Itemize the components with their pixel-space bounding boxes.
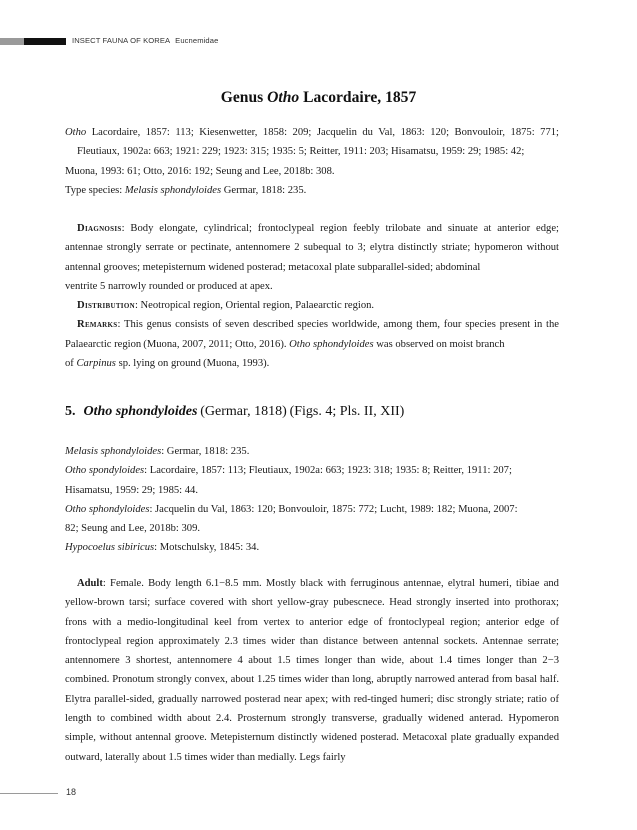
genus-name: Otho [267, 89, 300, 106]
adult-label: Adult [77, 578, 103, 589]
species-synonymy [65, 442, 559, 558]
genus-title: Genus Otho Lacordaire, 1857 [220, 89, 417, 106]
header-bar-gray [0, 38, 24, 45]
genus-citation-list: Otho Lacordaire, 1857: 113; Kiesenwetter, 1858: 209; Jacquelin du Val, 1863: 120; Bonvouloir, 1875: 771; Fleutiaux, 1902a: 663; 1921: 229; 1923: 315; 1935: 5; Reitter, 1911: 203; Hisamatsu, 1959: 29; 1985: 42; Muona, 1993: 61; Otto, 2016: 192; Seung and Lee, 2018b: 308. [65, 127, 559, 177]
synonym-entry: Otho spondyloides: Lacordaire, 1857: 113; Fleutiaux, 1902a: 663; 1923: 318; 1935: 8; Reitter, 1911: 207; Hisamatsu, 1959: 29; 1985: 44. [65, 465, 512, 496]
footer-rule [0, 793, 58, 794]
synonym-entry: Melasis sphondyloides: Germar, 1818: 235. [65, 446, 250, 457]
running-header-title: INSECT FAUNA OF KOREA [72, 36, 171, 45]
type-species-name: Melasis sphondyloides [124, 184, 222, 196]
synonym-entry: Otho sphondyloides: Jacquelin du Val, 1863: 120; Bonvouloir, 1875: 772; Lucht, 1989: 182; Muona, 2007: 82; Seung and Lee, 2018b: 309. [65, 503, 518, 535]
remarks-paragraph: Remarks: This genus consists of seven described species worldwide, among them, four species present in the Palaearctic region (Muona, 2007, 2011; Otto, 2016). Otho sphondyloides was observed on moist branch of Carpinus sp. lying on ground (Muona, 1993). [65, 319, 559, 370]
running-header-family: Eucnemidae [175, 36, 219, 45]
distribution-paragraph: Distribution: Neotropical region, Oriental region, Palaearctic region. [77, 300, 375, 312]
diagnosis-label: Diagnosis [77, 223, 122, 234]
species-name: Otho sphondyloides [83, 404, 198, 419]
adult-description [65, 574, 559, 767]
adult-paragraph: Adult: Female. Body length 6.1−8.5 mm. Mostly black with ferruginous antennae, elytral humeri, tibiae and yellow-brown tarsi; surface covered with short yellow-gray pubescnece. Head strongly inserted into prothorax; frons with a medio-longitudinal keel from vertex to anterior edge of frontoclypeal region; anterior edge of frontoclypeal region approximately 2.3 times wider than distance between antennal sockets. Antennae serrate; antennomere 3 shortest, antennomere 4 about 1.5 times longer than wide, about 1.4 times longer than 2−3 combined. Pronotum strongly convex, about 1.25 times wider than long, abruptly narrowed anterad from basal half. Elytra parallel-sided, gradually narrowed posterad near apex; with red-tinged humeri; disc strongly striate; ratio of length to combined width about 2.4. Prosternum strongly transverse, gradually widened anterad. Hypomeron simple, without antennal groove. Metepisternum distinctly widened posterad. Metacoxal plate gradually expanded outward, laterally about 1.5 times wider than medially. Legs fairly [65, 578, 560, 763]
genus-description [65, 219, 559, 373]
genus-synonymy [65, 123, 559, 200]
header-bar-black [24, 38, 66, 45]
running-header [72, 36, 218, 45]
diagnosis-paragraph: Diagnosis: Body elongate, cylindrical; frontoclypeal region feebly trilobate and sinuate at anterior edge; antennae strongly serrate or pectinate, antennomere 2 subequal to 3; elytra distinctly striate; hypomeron without antennal grooves; metepisternum widened posterad; metacoxal plate subparallel-sided; abdominal ventrite 5 narrowly rounded or produced at apex. [65, 223, 559, 292]
distribution-label: Distribution [77, 300, 135, 312]
page-number: 18 [66, 787, 77, 797]
type-species: Type species: Melasis sphondyloides Germar, 1818: 235. [65, 184, 307, 196]
species-number: 5. [65, 404, 76, 419]
species-author: (Germar, 1818) (Figs. 4; Pls. II, XII) [197, 404, 405, 419]
synonym-entry: Hypocoelus sibiricus: Motschulsky, 1845: 34. [65, 542, 260, 554]
species-title [65, 404, 404, 420]
remarks-label: Remarks [77, 319, 118, 331]
